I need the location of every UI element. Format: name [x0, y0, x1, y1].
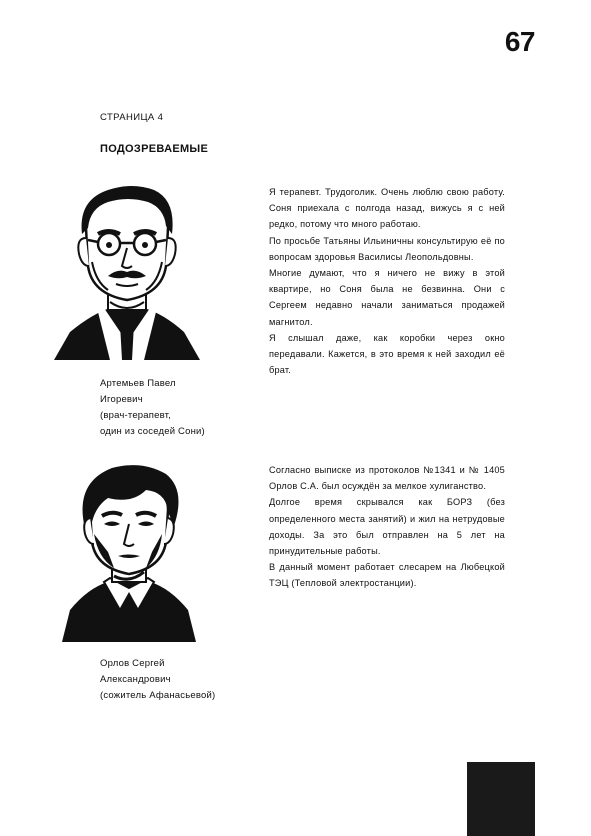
suspect-1-caption — [100, 376, 205, 440]
suspect-1-relation-line: один из соседей Сони) — [100, 426, 205, 437]
suspect-1-patronymic-line: Игоревич — [100, 394, 143, 405]
bio-paragraph: В данный момент работает слесарем на Любецкой ТЭЦ (Тепловой электростанции). — [269, 562, 505, 589]
bio-paragraph: Долгое время скрывался как БОРЗ (без определенного места занятий) и жил на нетрудовые доходы. За это был отправлен на 5 лет на принудительные работы. — [269, 497, 505, 557]
suspect-2-patronymic-line: Александрович — [100, 674, 171, 685]
bio-paragraph: Многие думают, что я ничего не вижу в этой квартире, но Соня была не безвинна. Они с Сергеем недавно начали заниматься продажей магнитол. — [269, 268, 505, 327]
bio-paragraph: Я терапевт. Трудоголик. Очень люблю свою работу. Соня приехала с полгода назад, вижусь я с ней редко, потому что много работаю. — [269, 187, 505, 230]
suspect-1-role-line: (врач-терапевт, — [100, 410, 171, 421]
bio-paragraph: По просьбе Татьяны Ильиничны консультирую её по вопросам здоровья Василисы Леопольдовны. — [269, 235, 505, 262]
suspect-1-bio — [269, 184, 505, 378]
suspect-2-bio — [269, 462, 505, 592]
suspect-2-relation-line: (сожитель Афанасьевой) — [100, 690, 216, 701]
page-label: СТРАНИЦА 4 — [100, 112, 164, 123]
bio-paragraph: Согласно выписке из протоколов №1341 и № 1405 Орлов С.А. был осуждён за мелкое хулиганство. — [269, 465, 505, 492]
suspect-1-surname-line: Артемьев Павел — [100, 378, 176, 389]
man-with-glasses-mustache-portrait — [52, 182, 202, 362]
page-corner-block — [467, 762, 535, 836]
section-title: ПОДОЗРЕВАЕМЫЕ — [100, 143, 209, 155]
suspect-2-caption — [100, 656, 215, 704]
suspect-2-surname-line: Орлов Сергей — [100, 658, 165, 669]
young-man-portrait — [62, 460, 196, 642]
page-number: 67 — [504, 26, 535, 57]
bio-paragraph: Я слышал даже, как коробки через окно передавали. Кажется, в это время к ней заходил её брат. — [269, 332, 505, 376]
